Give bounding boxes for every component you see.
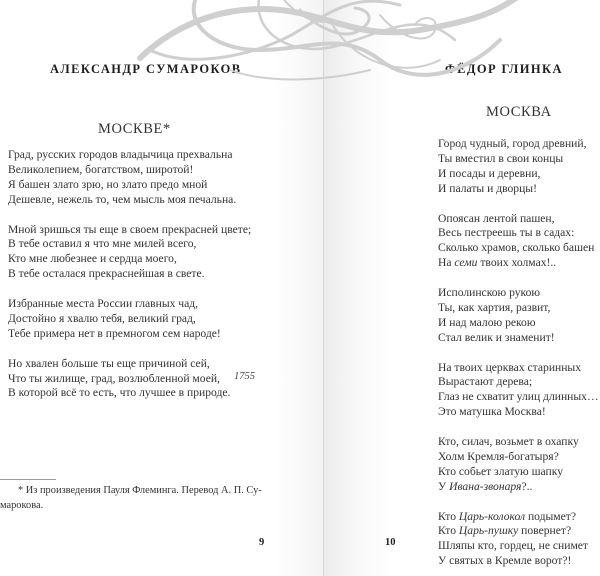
poem-line: Исполинскою рукою	[438, 286, 541, 300]
stanza	[8, 148, 251, 208]
poem-line: Достойно я хвалю тебя, великий град,	[8, 311, 196, 325]
footnote-line: * Из произведения Пауля Флеминга. Перевод А. П. Су-	[18, 485, 262, 496]
poem-line: Город чудный, город древний,	[438, 137, 587, 150]
poem-body	[8, 148, 251, 416]
poem-line: Дешевле, нежель то, чем мысль моя печальна.	[8, 192, 237, 206]
poem-line: Ты, как хартия, развит,	[438, 300, 551, 314]
poem-line: Тебе примера нет в премногом сем народе!	[8, 326, 221, 340]
poem-line: И над малою рекою	[438, 315, 536, 329]
poem-line: Кто мне любезнее и сердца моего,	[8, 252, 177, 266]
poem-line: В тебе оставил я что мне милей всего,	[8, 237, 197, 251]
footnote-line: марокова.	[0, 499, 44, 511]
poem-line: Это матушка Москва!	[438, 405, 546, 419]
poem-line: В которой всё то есть, что лучшее в природе.	[8, 386, 231, 400]
poem-line: Кто Царь-колокол подымет?	[438, 509, 576, 523]
right-page	[323, 0, 600, 576]
poem-line: Что ты жилище, град, возлюбленной моей,	[8, 371, 220, 385]
poem-line: Стал велик и знаменит!	[438, 330, 555, 344]
page-number: 9	[259, 537, 265, 548]
stanza	[438, 137, 599, 197]
poem-line: Кто, силач, возьмет в охапку	[438, 435, 579, 449]
stanza	[8, 223, 251, 283]
poem-line: Опоясан лентой пашен,	[438, 211, 555, 225]
poem-line: Сколько храмов, сколько башен	[438, 241, 595, 255]
poem-line: Я башен злато зрю, но злато предо мной	[8, 177, 208, 191]
poem-line: Кто собьет златую шапку	[438, 464, 564, 478]
poem-line: И палаты и дворцы!	[438, 181, 537, 195]
stanza	[438, 361, 599, 421]
poem-line: И посады и деревни,	[438, 166, 541, 180]
poem-line: Шляпы кто, гордец, не снимет	[438, 539, 588, 553]
stanza	[8, 297, 251, 342]
stanza	[438, 286, 599, 346]
poem-line: Глаз не схватит улиц длинных…	[438, 390, 599, 404]
poem-line: У святых в Кремле ворот?!	[438, 554, 572, 568]
poem-year: 1755	[234, 371, 255, 382]
stanza	[438, 510, 599, 570]
page-number: 10	[385, 537, 396, 548]
poem-line: Ты вместил в свои концы	[438, 151, 564, 165]
poem-line: У Ивана-звонаря?..	[438, 479, 533, 493]
stanza	[438, 435, 599, 495]
footnote-divider	[0, 479, 56, 480]
stanza	[438, 212, 599, 272]
poem-line: Вырастают дерева;	[438, 375, 533, 389]
poem-line: На семи твоих холмах!..	[438, 256, 557, 270]
poem-line: Мной зришься ты еще в своем прекрасней цвете;	[8, 222, 252, 236]
poem-line: Весь пестреешь ты в садах:	[438, 226, 575, 240]
poem-line: Кто Царь-пушку повернет?	[438, 524, 572, 538]
book-gutter	[323, 0, 324, 576]
author-name: ФЁДОР ГЛИНКА	[445, 62, 563, 76]
poem-line: Но хвален больше ты еще причиной сей,	[8, 356, 210, 370]
poem-line: Град, русских городов владычица прехвальна	[8, 148, 233, 161]
poem-line: Холм Кремля-богатыря?	[438, 449, 559, 463]
poem-line: В тебе осталася прекраснейшая в свете.	[8, 267, 205, 281]
poem-title: МОСКВА	[486, 104, 552, 120]
poem-line: Избранные места России главных чад,	[8, 297, 199, 311]
author-name: АЛЕКСАНДР СУМАРОКОВ	[50, 62, 242, 76]
poem-line: На твоих церквах старинных	[438, 360, 582, 374]
poem-title: МОСКВЕ*	[98, 121, 171, 137]
poem-body	[438, 137, 599, 576]
footnote	[0, 484, 270, 513]
stanza	[8, 357, 251, 402]
poem-line: Великолепием, богатством, широтой!	[8, 162, 194, 176]
